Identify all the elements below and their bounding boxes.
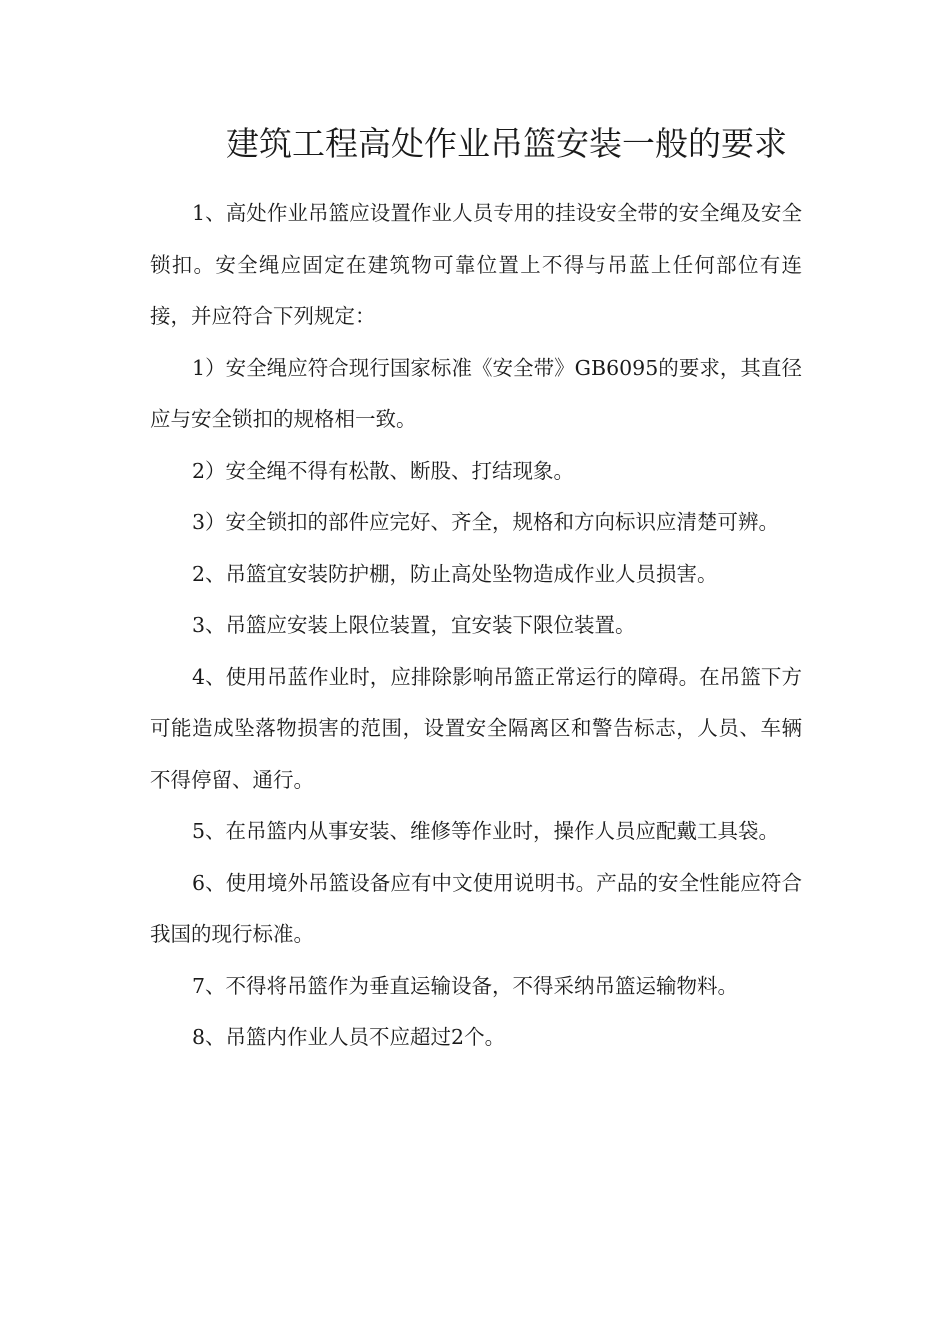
paragraph-1-item-1: 1）安全绳应符合现行国家标准《安全带》GB6095的要求，其直径应与安全锁扣的规格相一致。 [150, 355, 802, 431]
paragraph-2: 2、吊篮宜安装防护棚，防止高处坠物造成作业人员损害。 [192, 561, 718, 586]
paragraph-3: 3、吊篮应安装上限位装置，宜安装下限位装置。 [192, 613, 636, 637]
paragraph-1-item-3: 3）安全锁扣的部件应完好、齐全，规格和方向标识应清楚可辨。 [192, 510, 780, 534]
paragraph-1: 1、高处作业吊篮应设置作业人员专用的挂设安全带的安全绳及安全锁扣。安全绳应固定在建筑物可靠位置上不得与吊蓝上任何部位有连接，并应符合下列规定： [150, 201, 802, 328]
document-title: 建筑工程高处作业吊篮安装一般的要求 [226, 124, 787, 163]
paragraph-6: 6、使用境外吊篮设备应有中文使用说明书。产品的安全性能应符合我国的现行标准。 [150, 870, 802, 946]
paragraph-4: 4、使用吊蓝作业时，应排除影响吊篮正常运行的障碍。在吊篮下方可能造成坠落物损害的范围，设置安全隔离区和警告标志，人员、车辆不得停留、通行。 [150, 664, 802, 792]
document-body [150, 188, 802, 1064]
paragraph-1-item-2: 2）安全绳不得有松散、断股、打结现象。 [192, 458, 575, 483]
paragraph-8: 8、吊篮内作业人员不应超过2个。 [192, 1025, 506, 1049]
paragraph-5: 5、在吊篮内从事安装、维修等作业时，操作人员应配戴工具袋。 [192, 819, 780, 843]
paragraph-7: 7、不得将吊篮作为垂直运输设备，不得采纳吊篮运输物料。 [192, 973, 739, 998]
